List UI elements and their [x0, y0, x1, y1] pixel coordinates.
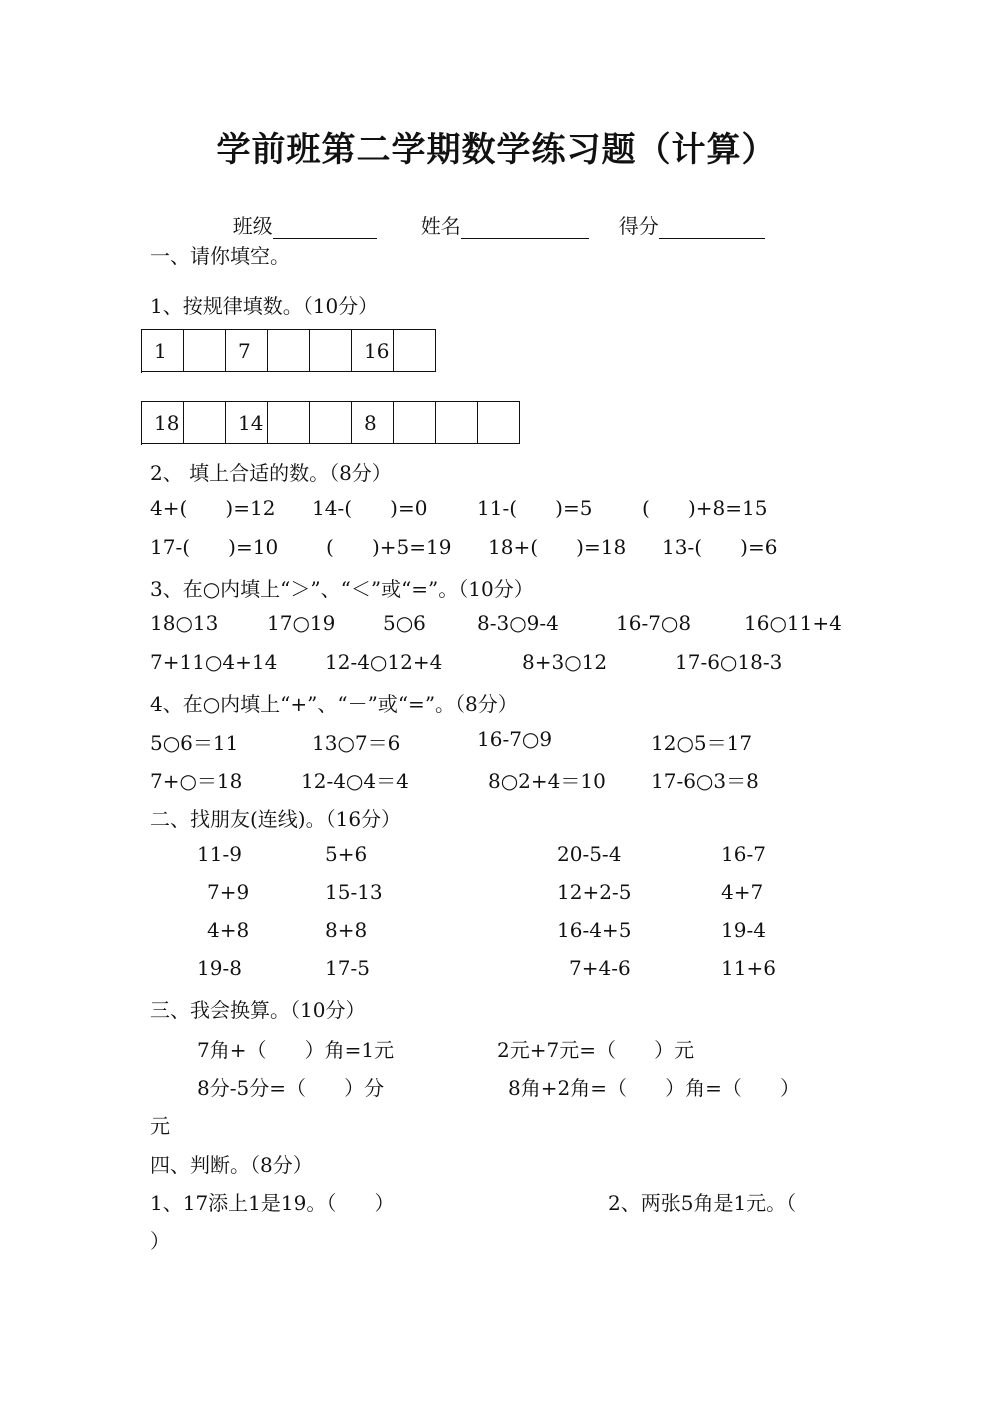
- sequence-cell[interactable]: [268, 401, 310, 444]
- sequence-cell[interactable]: [268, 329, 310, 372]
- q3-item: 8-3○9-4: [477, 611, 559, 635]
- match-item[interactable]: 16-7: [721, 842, 766, 866]
- sequence-cell[interactable]: [436, 401, 478, 444]
- match-item[interactable]: 16-4+5: [557, 918, 632, 942]
- class-field: [220, 186, 377, 239]
- q4-item: 12-4○4＝4: [301, 769, 409, 793]
- name-label: 姓名: [420, 214, 461, 238]
- section-1-heading: 一、请你填空。: [150, 244, 290, 268]
- sequence-cell: 8: [352, 401, 394, 444]
- q3-item: 18○13: [150, 611, 219, 635]
- sequence-cell[interactable]: [184, 329, 226, 372]
- q4-item: 7+○＝18: [150, 769, 243, 793]
- class-blank[interactable]: [273, 216, 377, 239]
- match-item[interactable]: 17-5: [325, 956, 370, 980]
- q2-item: ( )+5=19: [326, 535, 452, 559]
- q4-item: 12○5＝17: [651, 731, 753, 755]
- q4-label: 4、在○内填上“+”、“－”或“=”。（8分）: [150, 692, 518, 716]
- name-field: [408, 186, 589, 239]
- match-item[interactable]: 11-9: [197, 842, 242, 866]
- sequence-cell: 14: [226, 401, 268, 444]
- match-item[interactable]: 5+6: [325, 842, 368, 866]
- q4-item: 17-6○3＝8: [651, 769, 759, 793]
- match-item[interactable]: 19-8: [197, 956, 242, 980]
- sequence-cell[interactable]: [394, 401, 436, 444]
- q2-item: 17-( )=10: [150, 535, 279, 559]
- match-item[interactable]: 15-13: [325, 880, 383, 904]
- sequence-cell[interactable]: [394, 329, 436, 372]
- q3-item: 8+3○12: [522, 650, 608, 674]
- q3-item: 16-7○8: [616, 611, 692, 635]
- q1-label: 1、按规律填数。（10分）: [150, 294, 379, 318]
- q3-item: 5○6: [383, 611, 426, 635]
- sequence-cell: 7: [226, 329, 268, 372]
- q3-label: 3、在○内填上“＞”、“＜”或“=”。（10分）: [150, 577, 534, 601]
- match-item[interactable]: 20-5-4: [557, 842, 622, 866]
- conversion-tail: 元: [150, 1114, 170, 1138]
- q2-label: 2、 填上合适的数。（8分）: [150, 461, 392, 485]
- name-blank[interactable]: [461, 216, 589, 239]
- match-item[interactable]: 19-4: [721, 918, 766, 942]
- section-4-heading: 四、判断。（8分）: [150, 1153, 313, 1177]
- q4-item: 13○7＝6: [312, 731, 401, 755]
- match-item[interactable]: 12+2-5: [557, 880, 632, 904]
- q2-item: ( )+8=15: [642, 496, 768, 520]
- sequence-row-1: [141, 329, 436, 373]
- score-label: 得分: [618, 214, 659, 238]
- sequence-cell[interactable]: [310, 401, 352, 444]
- q4-item: 16-7○9: [477, 727, 553, 751]
- q2-item: 11-( )=5: [477, 496, 593, 520]
- judgement-tail: ）: [150, 1229, 170, 1253]
- q2-item: 18+( )=18: [488, 535, 627, 559]
- sequence-cell[interactable]: [310, 329, 352, 372]
- q2-item: 4+( )=12: [150, 496, 276, 520]
- judgement-item: 1、17添上1是19。（ ）: [150, 1191, 395, 1215]
- score-field: [606, 186, 765, 239]
- match-item[interactable]: 7+4-6: [569, 956, 631, 980]
- q3-item: 17-6○18-3: [675, 650, 783, 674]
- q4-item: 8○2+4＝10: [488, 769, 606, 793]
- q3-item: 12-4○12+4: [325, 650, 443, 674]
- q2-item: 14-( )=0: [312, 496, 428, 520]
- match-item[interactable]: 7+9: [207, 880, 250, 904]
- match-item[interactable]: 4+8: [207, 918, 250, 942]
- section-3-heading: 三、我会换算。（10分）: [150, 998, 366, 1022]
- sequence-cell: 16: [352, 329, 394, 372]
- match-item[interactable]: 11+6: [721, 956, 776, 980]
- sequence-cell: 1: [142, 329, 184, 372]
- judgement-item: 2、两张5角是1元。（: [608, 1191, 797, 1215]
- sequence-cell[interactable]: [478, 401, 520, 444]
- class-label: 班级: [232, 214, 273, 238]
- q2-item: 13-( )=6: [662, 535, 778, 559]
- q4-item: 5○6＝11: [150, 731, 239, 755]
- q3-item: 7+11○4+14: [150, 650, 278, 674]
- page-title: 学前班第二学期数学练习题（计算）: [216, 130, 777, 170]
- conversion-item: 8角+2角=（ ）角=（ ）: [508, 1076, 801, 1100]
- q3-item: 16○11+4: [744, 611, 842, 635]
- sequence-cell: 18: [142, 401, 184, 444]
- sequence-cell[interactable]: [184, 401, 226, 444]
- match-item[interactable]: 4+7: [721, 880, 764, 904]
- match-item[interactable]: 8+8: [325, 918, 368, 942]
- conversion-item: 7角+（ ）角=1元: [197, 1038, 395, 1062]
- conversion-item: 8分-5分=（ ）分: [197, 1076, 385, 1100]
- q3-item: 17○19: [267, 611, 336, 635]
- conversion-item: 2元+7元=（ ）元: [497, 1038, 695, 1062]
- section-2-heading: 二、找朋友(连线)。（16分）: [150, 807, 402, 831]
- score-blank[interactable]: [659, 216, 765, 239]
- sequence-row-2: [141, 401, 520, 445]
